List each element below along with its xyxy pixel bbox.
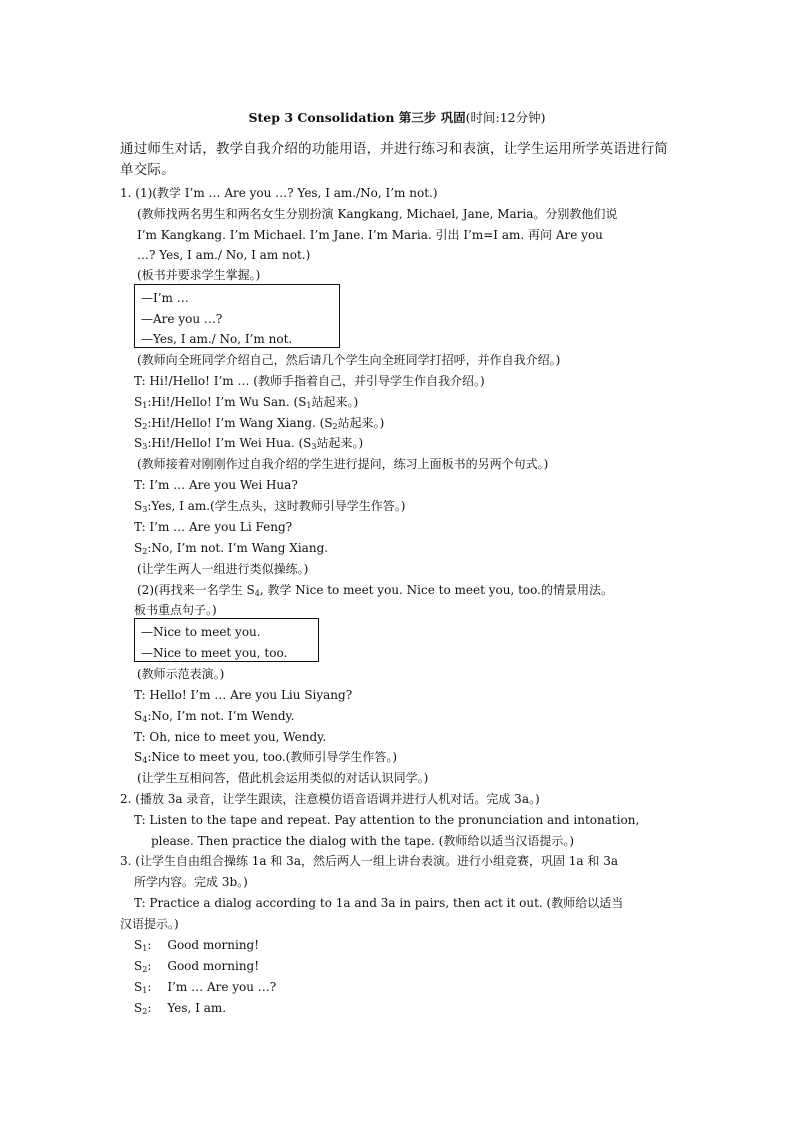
paragraph-line: (让学生两人一组进行类似操练。) bbox=[137, 562, 309, 576]
paragraph-line: (让学生互相问答，借此机会运用类似的对话认识同学。) bbox=[137, 771, 429, 785]
dialog-line: $S_1$: I’m … Are you …? bbox=[134, 980, 277, 995]
heading-time: (时间:12分钟) bbox=[465, 110, 546, 125]
paragraph-line: (教师向全班同学介绍自己，然后请几个学生向全班同学打招呼，并作自我介绍。) bbox=[137, 353, 561, 367]
dialog-line: $S_1$: Good morning! bbox=[134, 938, 260, 953]
dialog-line: $S_2:No$, I’m not. I’m Wang Xiang. bbox=[134, 541, 329, 556]
board-line: —Yes, I am./ No, I’m not. bbox=[141, 332, 293, 346]
dialog-line: T: Hello! I’m … Are you Liu Siyang? bbox=[134, 688, 353, 702]
paragraph-line: 所学内容。完成 3b。) bbox=[134, 875, 248, 889]
dialog-line: T: Listen to the tape and repeat. Pay attention to the pronunciation and intonation, bbox=[134, 813, 640, 827]
paragraph-line: 板书重点句子。) bbox=[134, 603, 217, 617]
dialog-line: $S_4:No$, I’m not. I’m Wendy. bbox=[134, 709, 295, 724]
paragraph-line: (教师接着对刚刚作过自我介绍的学生进行提问，练习上面板书的另两个句式。) bbox=[137, 457, 549, 471]
intro-line-2: 单交际。 bbox=[120, 162, 175, 178]
dialog-line: T: I’m … Are you Li Feng? bbox=[134, 520, 293, 534]
dialog-line: $S_3:Hi$!/Hello! I’m Wei Hua. ($S_3$站起来。) bbox=[134, 436, 364, 451]
dialog-line: $S_2:Hi$!/Hello! I’m Wang Xiang. ($S_2$站起来。) bbox=[134, 416, 385, 431]
board-line: —I’m … bbox=[141, 291, 189, 305]
dialog-line: $S_4:Nice$ to meet you, too.(教师引导学生作答。) bbox=[134, 750, 398, 765]
paragraph-line: (教师找两名男生和两名女生分别扮演 Kangkang, Michael, Jane, Maria。分别教他们说 bbox=[137, 207, 618, 221]
paragraph-line: (2)(再找来一名学生 $S_4$, 教学 Nice to meet you. Nice to meet you, too.的情景用法。 bbox=[137, 583, 613, 598]
paragraph-line: (板书并要求学生掌握。) bbox=[137, 268, 261, 282]
board-line: —Nice to meet you, too. bbox=[141, 646, 288, 660]
board-line: —Are you …? bbox=[141, 312, 223, 326]
dialog-line: T: I’m … Are you Wei Hua? bbox=[134, 478, 298, 492]
dialog-line: 汉语提示。) bbox=[120, 917, 179, 931]
intro-line-1: 通过师生对话，教学自我介绍的功能用语，并进行练习和表演，让学生运用所学英语进行简 bbox=[120, 141, 668, 157]
paragraph-line: I’m Kangkang. I’m Michael. I’m Jane. I’m Maria. 引出 I’m=I am. 再问 Are you bbox=[137, 228, 603, 242]
heading-en: Step 3 Consolidation bbox=[248, 110, 395, 125]
item-1-title: 1. (1)(教学 I’m … Are you …? Yes, I am./No, I’m not.) bbox=[120, 186, 438, 200]
heading-zh: 第三步 巩固 bbox=[398, 110, 466, 125]
section-heading bbox=[0, 108, 794, 126]
dialog-line: T: Practice a dialog according to 1a and 3a in pairs, then act it out. (教师给以适当 bbox=[134, 896, 624, 910]
paragraph-line: (教师示范表演。) bbox=[137, 667, 225, 681]
item-3-title: 3. (让学生自由组合操练 1a 和 3a，然后两人一组上讲台表演。进行小组竞赛，巩固 1a 和 3a bbox=[120, 854, 618, 868]
dialog-line: $S_2$: Good morning! bbox=[134, 959, 260, 974]
board-line: —Nice to meet you. bbox=[141, 625, 261, 639]
dialog-line: please. Then practice the dialog with the tape. (教师给以适当汉语提示。) bbox=[151, 834, 575, 848]
dialog-line: T: Hi!/Hello! I’m … (教师手指着自己，并引导学生作自我介绍。) bbox=[134, 374, 485, 388]
paragraph-line: …? Yes, I am./ No, I am not.) bbox=[137, 248, 311, 262]
dialog-line: $S_3:Yes$, I am.(学生点头，这时教师引导学生作答。) bbox=[134, 499, 406, 514]
dialog-line: $S_1:Hi$!/Hello! I’m Wu San. ($S_1$站起来。) bbox=[134, 395, 359, 410]
dialog-line: $S_2$: Yes, I am. bbox=[134, 1001, 227, 1016]
dialog-line: T: Oh, nice to meet you, Wendy. bbox=[134, 730, 327, 744]
item-2-title: 2. (播放 3a 录音，让学生跟读，注意模仿语音语调并进行人机对话。完成 3a。) bbox=[120, 792, 540, 806]
